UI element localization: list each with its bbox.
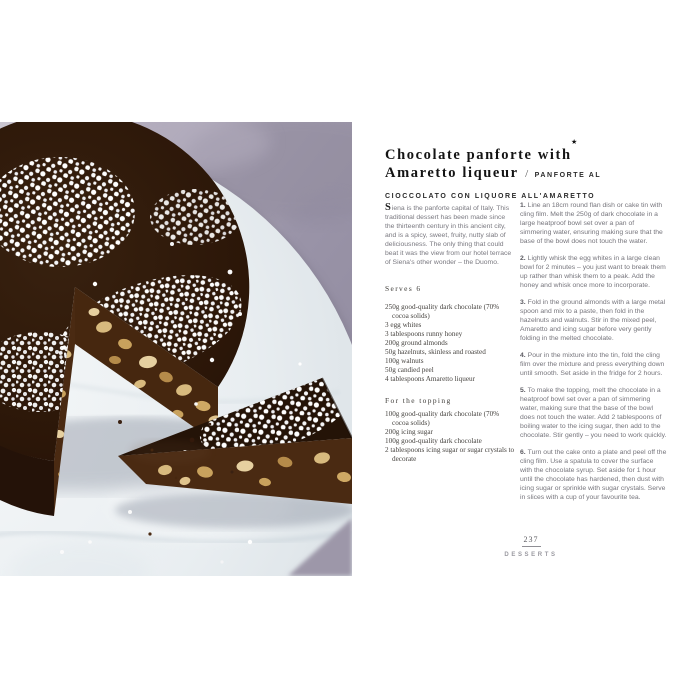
topping-list — [385, 410, 515, 464]
step-number: 4. — [520, 352, 526, 359]
serves-heading: Serves 6 — [385, 284, 422, 293]
recipe-title-block — [385, 139, 670, 203]
topping-item: 100g good-quality dark chocolate (70% cocoa solids) — [385, 410, 500, 427]
section-label: DESSERTS — [504, 552, 558, 558]
step-2 — [520, 254, 667, 290]
step-text: To make the topping, melt the chocolate in a heatproof bowl set over a pan of simmering water, making sure that the base of the bowl does not touch the water. Add 2 tablespoons of boiling water to the icing sugar, then add to the chocolate. Stir gently – you need to work quickly. — [520, 387, 667, 439]
recipe-title-line1: Chocolate panforte with — [385, 147, 572, 163]
ingredient-item: 4 tablespoons Amaretto liqueur — [385, 375, 476, 383]
dropcap: S — [385, 202, 391, 213]
method-column — [520, 201, 667, 510]
recipe-title-line2: Amaretto liqueur — [385, 165, 519, 181]
page-footer — [496, 529, 566, 558]
page-number: 237 — [522, 535, 541, 547]
step-5 — [520, 386, 667, 440]
recipe-subtitle-line2: CIOCCOLATO CON LIQUORE ALL'AMARETTO — [385, 193, 596, 200]
ingredient-item: 50g hazelnuts, skinless and roasted — [385, 348, 486, 356]
title-separator: / — [525, 168, 529, 180]
step-text: Lightly whisk the egg whites in a large clean bowl for 2 minutes – you just want to break them up rather than whisk them to a peak. Add the honey and whisk once more to incorporate. — [520, 255, 666, 289]
step-1 — [520, 201, 667, 246]
ingredient-item: 100g walnuts — [385, 357, 424, 365]
topping-item: 200g icing sugar — [385, 428, 433, 436]
step-6 — [520, 448, 667, 502]
step-3 — [520, 298, 667, 343]
step-text: Fold in the ground almonds with a large metal spoon and mix to a paste, then fold in the hazelnuts and walnuts. Stir in the mixed peel, Amaretto and icing sugar before very gently folding in the melted chocolate. — [520, 299, 666, 342]
step-text: Line an 18cm round flan dish or cake tin with cling film. Melt the 250g of dark chocolate in a large heatproof bowl set over a pan of simmering water, ensuring making sure that the base of the bowl does not touch the water. — [520, 202, 663, 245]
ingredients-column — [385, 203, 515, 464]
ingredients-list — [385, 303, 515, 384]
step-text: Turn out the cake onto a plate and peel off the cling film. Use a spatula to cover the surface with the chocolate syrup. Set aside for 1 hour until the chocolate has hardened, then dust with icing sugar or sprinkle with sugar crystals. Serve in slices with a cup of your favourite tea. — [520, 449, 667, 501]
step-4 — [520, 351, 667, 378]
step-number: 5. — [520, 387, 526, 394]
ingredient-item: 3 egg whites — [385, 321, 422, 329]
step-number: 1. — [520, 202, 526, 209]
recipe-subtitle-part1: PANFORTE AL — [534, 172, 602, 179]
topping-heading: For the topping — [385, 396, 452, 405]
ingredient-item: 3 tablespoons runny honey — [385, 330, 463, 338]
step-text: Pour in the mixture into the tin, fold the cling film over the mixture and press everything down until smooth. Set aside in the fridge for 2 hours. — [520, 352, 665, 377]
star-icon: ★ — [571, 139, 578, 146]
panforte-photo — [0, 122, 352, 576]
ingredient-item: 50g candied peel — [385, 366, 434, 374]
intro-paragraph — [385, 203, 515, 267]
intro-text: iena is the panforte capital of Italy. This traditional dessert has been made since the thirteenth century in this ancient city, and is a spicy, sweet, fruity, nutty slab of deliciousness. The only thing that could beat it was the view from our hotel terrace of Siena's other wonder – the Duomo. — [385, 205, 512, 266]
step-number: 6. — [520, 449, 526, 456]
topping-item: 100g good-quality dark chocolate — [385, 437, 482, 445]
ingredient-item: 250g good-quality dark chocolate (70% cocoa solids) — [385, 303, 500, 320]
step-number: 3. — [520, 299, 526, 306]
topping-item: 2 tablespoons icing sugar or sugar crystals to decorate — [385, 446, 515, 463]
ingredient-item: 200g ground almonds — [385, 339, 448, 347]
step-number: 2. — [520, 255, 526, 262]
